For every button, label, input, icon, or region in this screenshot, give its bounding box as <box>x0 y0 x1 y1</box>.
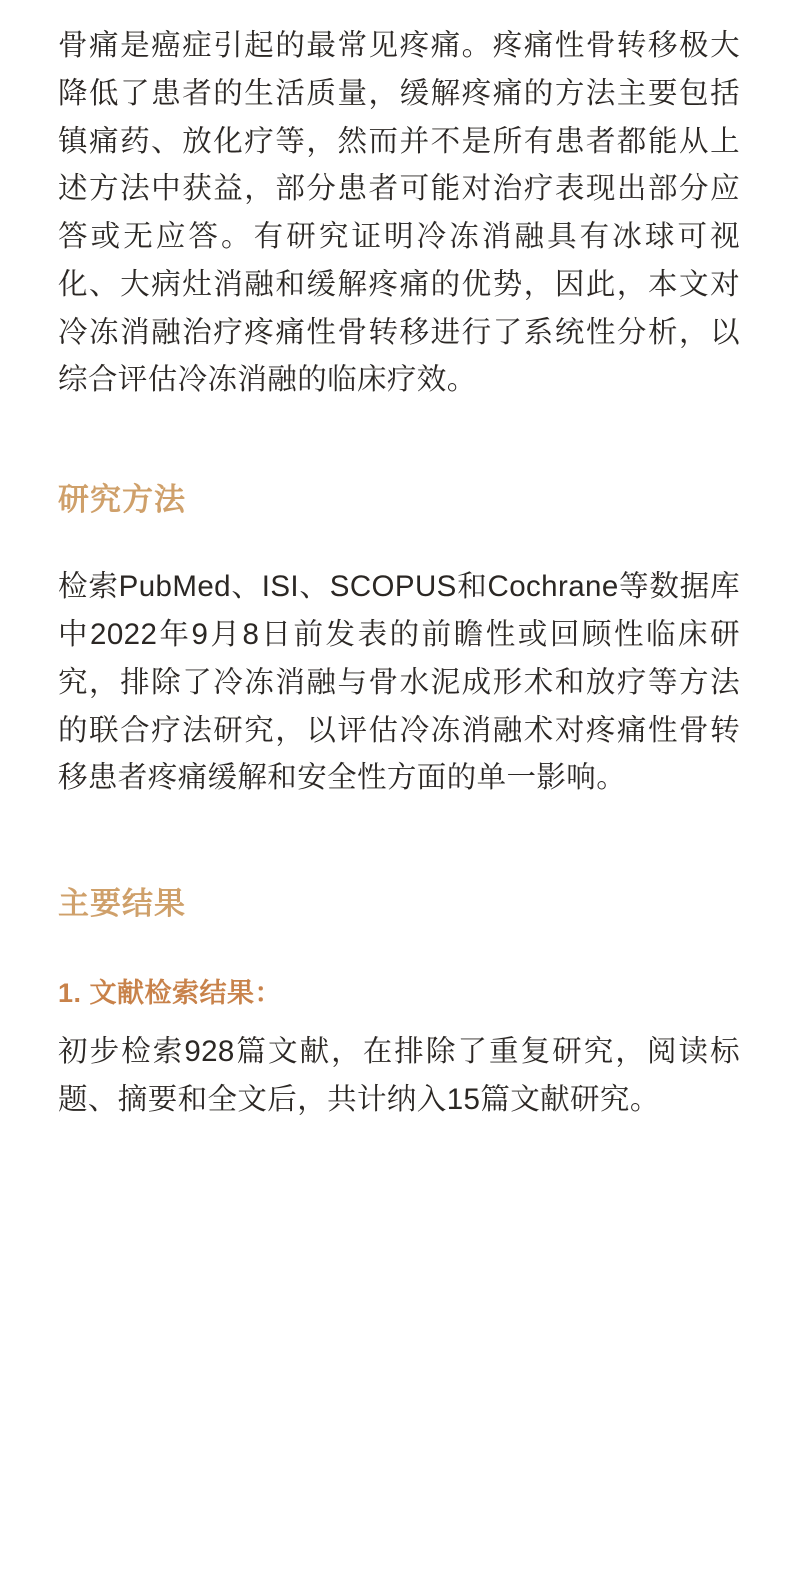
methods-paragraph: 检索PubMed、ISI、SCOPUS和Cochrane等数据库中2022年9月8日前发表的前瞻性或回顾性临床研究，排除了冷冻消融与骨水泥成形术和放疗等方法的联合疗法研究，以评估冷冻消融术对疼痛性骨转移患者疼痛缓解和安全性方面的单一影响。 <box>58 570 740 795</box>
results-item-label: 1. 文献检索结果： <box>58 978 283 1009</box>
results-item-text: 初步检索928篇文献，在排除了重复研究，阅读标题、摘要和全文后，共计纳入15篇文献研究。 <box>58 1035 740 1116</box>
spacer-sub-body <box>58 1010 740 1028</box>
spacer-intro-methods <box>58 404 740 474</box>
intro-paragraph: 骨痛是癌症引起的最常见疼痛。疼痛性骨转移极大降低了患者的生活质量，缓解疼痛的方法主要包括镇痛药、放化疗等，然而并不是所有患者都能从上述方法中获益，部分患者可能对治疗表现出部分应答或无应答。有研究证明冷冻消融具有冰球可视化、大病灶消融和缓解疼痛的优势，因此，本文对冷冻消融治疗疼痛性骨转移进行了系统性分析，以综合评估冷冻消融的临床疗效。 <box>58 29 740 397</box>
spacer-results-heading <box>58 923 740 971</box>
spacer-methods-results <box>58 802 740 878</box>
spacer-methods-heading <box>58 519 740 563</box>
methods-heading: 研究方法 <box>58 482 186 518</box>
results-heading: 主要结果 <box>58 886 186 922</box>
